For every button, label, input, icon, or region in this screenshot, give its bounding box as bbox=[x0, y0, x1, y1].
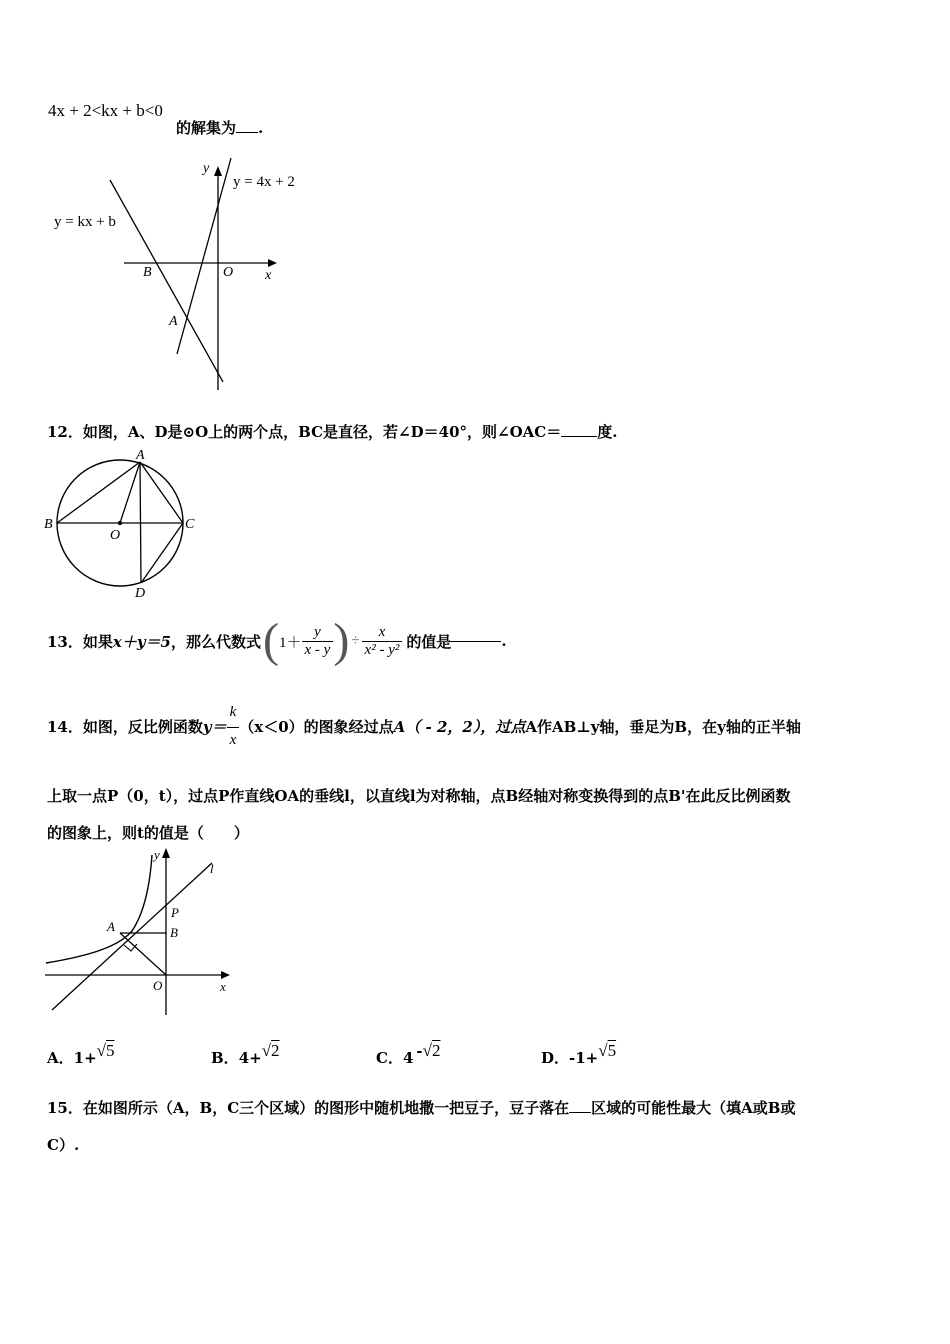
option-label: A． bbox=[47, 1049, 74, 1067]
q15-line1 bbox=[47, 1097, 795, 1118]
hyperbola-curve bbox=[46, 855, 152, 963]
q13-end: . bbox=[501, 632, 507, 650]
sqrt-icon: √2 bbox=[422, 1041, 441, 1060]
answer-blank[interactable] bbox=[236, 131, 258, 133]
option-a[interactable] bbox=[47, 1041, 115, 1071]
y-arrow-icon bbox=[214, 166, 222, 176]
option-radicand: 5 bbox=[607, 1041, 617, 1060]
q14-line3: 的图象上，则t的值是（ ） bbox=[47, 824, 249, 842]
option-radicand: 2 bbox=[271, 1041, 280, 1060]
frac2-den: x² - y² bbox=[362, 641, 403, 659]
q14-line1 bbox=[47, 696, 801, 756]
label-o: O bbox=[153, 978, 163, 993]
frac1-num: y bbox=[314, 623, 321, 640]
option-label: D． bbox=[541, 1049, 570, 1067]
point-a-label: A bbox=[169, 314, 178, 329]
option-pre: -1+ bbox=[569, 1049, 599, 1067]
q13-frac1 bbox=[302, 624, 334, 659]
option-op: - bbox=[416, 1042, 423, 1060]
q15-line1-b: 区域的可能性最大（填A或B或 bbox=[591, 1099, 796, 1117]
option-label: B． bbox=[211, 1049, 239, 1067]
div-sign: ÷ bbox=[351, 632, 360, 649]
label-y: y bbox=[154, 847, 160, 862]
segment-dc bbox=[141, 523, 183, 583]
option-pre: 4+ bbox=[238, 1049, 262, 1067]
q14-line1-a: 如图，反比例函数 bbox=[82, 717, 203, 736]
label-a: A bbox=[107, 919, 115, 934]
option-radicand: 2 bbox=[431, 1041, 441, 1060]
sqrt-icon: √2 bbox=[261, 1041, 280, 1060]
option-pre: 4 bbox=[402, 1049, 414, 1067]
q12-question bbox=[47, 421, 617, 442]
frac2-num: x bbox=[378, 623, 386, 640]
label-c: C bbox=[185, 517, 195, 532]
option-radicand: 5 bbox=[106, 1041, 115, 1060]
option-c[interactable] bbox=[376, 1041, 440, 1071]
q13-one: 1＋ bbox=[279, 634, 302, 651]
segment-ac bbox=[140, 462, 183, 523]
label-a: A bbox=[136, 448, 145, 463]
q11-suffix bbox=[176, 117, 263, 138]
answer-blank[interactable] bbox=[451, 640, 501, 642]
line-l bbox=[52, 863, 212, 1010]
x-arrow-icon bbox=[221, 971, 230, 979]
q13-condition: x＋y＝5 bbox=[112, 632, 171, 651]
point-o-label: O bbox=[223, 265, 234, 280]
y-axis-label: y bbox=[203, 161, 210, 176]
q13-mid: ，那么代数式 bbox=[171, 632, 262, 651]
q11-suffix-text: 的解集为 bbox=[176, 119, 237, 137]
x-arrow-icon bbox=[268, 259, 277, 267]
segment-ao bbox=[120, 462, 140, 523]
q14-figure bbox=[40, 845, 240, 1020]
q12-number: 12． bbox=[47, 423, 83, 441]
q15-line2: C）. bbox=[47, 1136, 80, 1154]
q13-number: 13． bbox=[47, 632, 83, 651]
line-kx-b bbox=[110, 180, 223, 382]
q14-line2: 上取一点P（0，t），过点P作直线OA的垂线l，以直线l为对称轴，点B经轴对称变换得到的点B'在此反比例函数 bbox=[47, 787, 791, 805]
q14-func-lhs: y＝ bbox=[202, 717, 227, 736]
q13-frac2 bbox=[362, 624, 403, 659]
q14-func-frac bbox=[227, 704, 240, 749]
label-b: B bbox=[170, 925, 178, 940]
sqrt-icon: √5 bbox=[96, 1041, 115, 1060]
func-num: k bbox=[229, 703, 237, 720]
line2-label: y = kx + b bbox=[54, 214, 116, 230]
q11-figure bbox=[40, 150, 320, 395]
right-paren: ) bbox=[333, 614, 350, 667]
answer-blank[interactable] bbox=[569, 1111, 591, 1113]
q13-question bbox=[47, 611, 507, 671]
q11-end: . bbox=[258, 119, 264, 137]
frac1-den: x - y bbox=[302, 641, 334, 659]
q15-number: 15． bbox=[47, 1099, 83, 1117]
center-dot bbox=[118, 521, 122, 525]
sqrt-icon: √5 bbox=[598, 1041, 617, 1060]
option-pre: 1+ bbox=[73, 1049, 97, 1067]
q15-line1-a: 在如图所示（A，B，C三个区域）的图形中随机地撒一把豆子，豆子落在 bbox=[82, 1099, 570, 1117]
left-paren: ( bbox=[263, 614, 279, 667]
answer-blank[interactable] bbox=[561, 435, 597, 437]
option-label: C． bbox=[376, 1049, 403, 1067]
line1-label: y = 4x + 2 bbox=[233, 174, 295, 190]
label-o: O bbox=[110, 528, 121, 543]
label-p: P bbox=[171, 905, 179, 920]
segment-ad bbox=[140, 462, 141, 583]
point-b-label: B bbox=[143, 265, 152, 280]
y-arrow-icon bbox=[162, 848, 170, 858]
label-x: x bbox=[220, 979, 226, 994]
func-den: x bbox=[227, 727, 240, 749]
label-d: D bbox=[135, 586, 146, 600]
q12-text: 如图，A、D是⊙O上的两个点，BC是直径，若∠D＝40°，则∠OAC＝ bbox=[82, 423, 562, 441]
segment-ao bbox=[120, 933, 166, 975]
q14-line1-c: A作AB⊥y轴，垂足为B，在y轴的正半轴 bbox=[525, 717, 801, 736]
label-b: B bbox=[44, 517, 53, 532]
option-b[interactable] bbox=[211, 1041, 280, 1071]
q13-tail: 的值是 bbox=[406, 632, 452, 651]
label-l: l bbox=[210, 861, 214, 876]
x-axis-label: x bbox=[265, 268, 272, 283]
option-d[interactable] bbox=[541, 1041, 616, 1071]
q14-number: 14． bbox=[47, 717, 83, 736]
q12-end: 度. bbox=[597, 423, 618, 441]
q13-lead: 如果 bbox=[82, 632, 113, 651]
segment-ba bbox=[57, 462, 140, 523]
line-4x-2 bbox=[177, 158, 234, 354]
q12-figure bbox=[40, 445, 200, 600]
q14-line1-b: （x＜0）的图象经过点 bbox=[239, 717, 394, 736]
q14-point-a: A（ - 2，2），过点 bbox=[393, 717, 526, 736]
q11-inequality: 4x + 2<kx + b<0 bbox=[48, 101, 163, 120]
